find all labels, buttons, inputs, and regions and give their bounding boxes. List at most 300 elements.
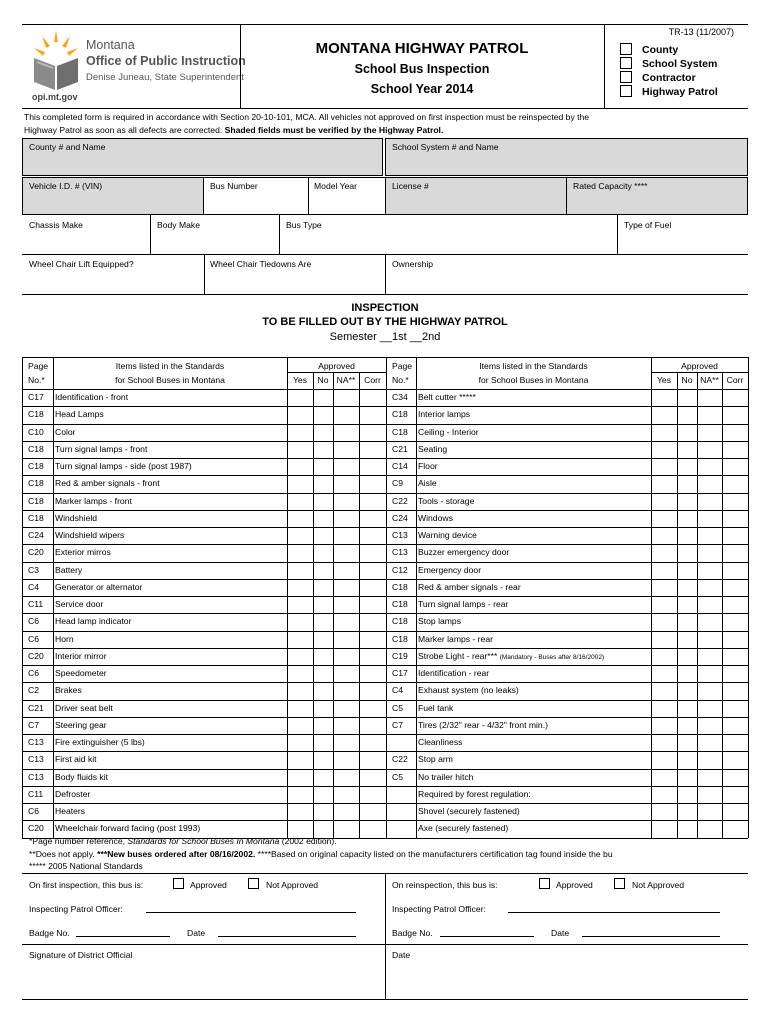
left-row-na-cell[interactable]: [334, 683, 358, 698]
distribution-school-system-label: School System: [642, 58, 718, 70]
right-row-item: [418, 720, 548, 731]
left-row-na-cell[interactable]: [334, 649, 358, 664]
right-row-corr-cell[interactable]: [723, 683, 747, 698]
right-row-yes-cell[interactable]: [652, 390, 676, 405]
right-row-yes-cell[interactable]: [652, 614, 676, 629]
left-no_col-header: No: [317, 375, 329, 385]
right-row-na-cell[interactable]: [698, 528, 721, 543]
left-row-na-cell[interactable]: [334, 614, 358, 629]
left-row-yes-cell[interactable]: [288, 821, 312, 836]
left-row-no-cell[interactable]: [314, 407, 332, 422]
left-row-no-cell[interactable]: [314, 632, 332, 647]
left-row-na-cell[interactable]: [334, 528, 358, 543]
right-row-no-cell[interactable]: [678, 597, 696, 612]
left-row-corr-cell[interactable]: [360, 770, 385, 785]
left-row-no-cell[interactable]: [314, 614, 332, 629]
item-text: Heaters: [55, 806, 86, 816]
date-line-first[interactable]: [218, 936, 356, 937]
right-row-item: [418, 496, 474, 507]
left-row-page: C2: [28, 685, 39, 696]
right-row-yes-cell[interactable]: [652, 580, 676, 595]
right-row-corr-cell[interactable]: [723, 752, 747, 767]
left-row-yes-cell[interactable]: [288, 718, 312, 733]
right-row-page: C17: [392, 668, 408, 678]
right-row-corr-cell[interactable]: [723, 614, 747, 629]
form-id: TR-13 (11/2007): [668, 27, 734, 37]
right-row-no-cell[interactable]: [678, 545, 696, 560]
left-row-yes-cell[interactable]: [288, 511, 312, 526]
right-row-na-cell[interactable]: [698, 597, 721, 612]
item-text: Turn signal lamps - front: [55, 443, 148, 454]
right-row-no-cell[interactable]: [678, 459, 696, 474]
left-row-yes-cell[interactable]: [288, 459, 312, 474]
item-text: Stop arm: [418, 754, 453, 765]
left-row-na-cell[interactable]: [334, 563, 358, 578]
right-row-yes-cell[interactable]: [652, 545, 676, 560]
right-row-no-cell[interactable]: [678, 718, 696, 733]
org-url: opi.mt.gov: [32, 92, 78, 102]
left-row-yes-cell[interactable]: [288, 528, 312, 543]
right-corr-header: Corr: [726, 375, 744, 385]
left-row-na-cell[interactable]: [334, 476, 358, 491]
right-row-corr-cell[interactable]: [723, 632, 747, 647]
left-row-yes-cell[interactable]: [288, 442, 312, 457]
left-row-corr-cell[interactable]: [360, 614, 385, 629]
right-row-corr-cell[interactable]: [723, 821, 747, 836]
right-row-corr-cell[interactable]: [723, 718, 747, 733]
left-row-corr-cell[interactable]: [360, 683, 385, 698]
right-row-na-cell[interactable]: [698, 649, 721, 664]
left-row-corr-cell[interactable]: [360, 666, 385, 681]
intro-line2-text: Highway Patrol as soon as all defects are corrected.: [24, 125, 225, 135]
right-row-na-cell[interactable]: [698, 632, 721, 647]
left-row-corr-cell[interactable]: [360, 476, 385, 491]
left-row-na-cell[interactable]: [334, 632, 358, 647]
right-row-no-cell[interactable]: [678, 666, 696, 681]
left-row-item: [55, 754, 97, 765]
right-row-no-cell[interactable]: [678, 649, 696, 664]
left-row-corr-cell[interactable]: [360, 821, 385, 836]
left-row-na-cell[interactable]: [334, 545, 358, 560]
right-row-corr-cell[interactable]: [723, 511, 747, 526]
right-row-yes-cell[interactable]: [652, 735, 676, 750]
left-row-na-cell[interactable]: [334, 666, 358, 681]
left-row-no-cell[interactable]: [314, 425, 332, 440]
right-row-yes-cell[interactable]: [652, 494, 676, 509]
left-row-page: C18: [28, 495, 44, 506]
left-row-page: C3: [28, 564, 39, 575]
left-row-na-cell[interactable]: [334, 580, 358, 595]
left-row-na-cell[interactable]: [334, 425, 358, 440]
left-row-no-cell[interactable]: [314, 649, 332, 664]
right-row-yes-cell[interactable]: [652, 442, 676, 457]
org-name-line3: Denise Juneau, State Superintendent: [86, 72, 244, 83]
left-row-corr-cell[interactable]: [360, 390, 385, 405]
left-row-no-cell[interactable]: [314, 597, 332, 612]
right-row-yes-cell[interactable]: [652, 701, 676, 716]
date-line-re[interactable]: [582, 936, 720, 937]
left-row-yes-cell[interactable]: [288, 563, 312, 578]
item-text: Body fluids kit: [55, 771, 109, 782]
left-row-no-cell[interactable]: [314, 718, 332, 733]
right-row-yes-cell[interactable]: [652, 597, 676, 612]
left-row-yes-cell[interactable]: [288, 494, 312, 509]
right-row-corr-cell[interactable]: [723, 649, 747, 664]
right-row-corr-cell[interactable]: [723, 459, 747, 474]
right-row-yes-cell[interactable]: [652, 787, 676, 802]
left-row-yes-cell[interactable]: [288, 390, 312, 405]
right-row-no-cell[interactable]: [678, 787, 696, 802]
left-row-no-cell[interactable]: [314, 580, 332, 595]
left-row-corr-cell[interactable]: [360, 701, 385, 716]
left-row-na-cell[interactable]: [334, 494, 358, 509]
item-text: Axe (securely fastened): [418, 823, 509, 834]
right-row-item: [418, 427, 479, 438]
right-row-na-cell[interactable]: [698, 476, 721, 491]
first-approved-checkbox[interactable]: [173, 878, 184, 889]
right-row-page: C18: [392, 409, 408, 420]
right-row-page: C18: [392, 616, 408, 627]
org-name-line2: Office of Public Instruction: [86, 54, 246, 68]
right-row-page: C7: [392, 719, 403, 730]
right-row-na-cell[interactable]: [698, 390, 721, 405]
right-row-yes-cell[interactable]: [652, 666, 676, 681]
right-row-corr-cell[interactable]: [723, 476, 747, 491]
left-row-no-cell[interactable]: [314, 683, 332, 698]
right-row-corr-cell[interactable]: [723, 494, 747, 509]
left-row-corr-cell[interactable]: [360, 718, 385, 733]
left-row-corr-cell[interactable]: [360, 511, 385, 526]
right-yes-header: Yes: [656, 375, 672, 385]
left-row-corr-cell[interactable]: [360, 563, 385, 578]
right-row-na-cell[interactable]: [698, 511, 721, 526]
left-row-na-cell[interactable]: [334, 787, 358, 802]
left-row-no-cell[interactable]: [314, 476, 332, 491]
right-row-na-cell[interactable]: [698, 735, 721, 750]
left-row-no-cell[interactable]: [314, 390, 332, 405]
left-row-corr-cell[interactable]: [360, 787, 385, 802]
left-row-yes-cell[interactable]: [288, 580, 312, 595]
right-row-no-cell[interactable]: [678, 632, 696, 647]
left-row-na-cell[interactable]: [334, 407, 358, 422]
left-row-na-cell[interactable]: [334, 804, 358, 819]
footnote-2a: **Does not apply.: [29, 849, 98, 859]
badge-line-re[interactable]: [440, 936, 534, 937]
right-row-no-cell[interactable]: [678, 563, 696, 578]
left-row-no-cell[interactable]: [314, 701, 332, 716]
right-row-no-cell[interactable]: [678, 752, 696, 767]
left-row-corr-cell[interactable]: [360, 752, 385, 767]
right-row-page: C4: [392, 685, 403, 696]
right-row-corr-cell[interactable]: [723, 545, 747, 560]
right-row-no-cell[interactable]: [678, 683, 696, 698]
right-row-item: [418, 754, 453, 765]
right-row-na-cell[interactable]: [698, 683, 721, 698]
left-row-yes-cell[interactable]: [288, 701, 312, 716]
left-row-item: [55, 392, 128, 403]
re-not-approved-checkbox[interactable]: [614, 878, 625, 889]
left-row-no-cell[interactable]: [314, 821, 332, 836]
right-row-corr-cell[interactable]: [723, 666, 747, 681]
item-text: Service door: [55, 599, 104, 609]
left-page-no-header: No.*: [28, 375, 45, 385]
left-row-page: C24: [28, 530, 44, 540]
school-year: School Year 2014: [370, 82, 474, 96]
left-row-corr-cell[interactable]: [360, 425, 385, 440]
right-row-corr-cell[interactable]: [723, 390, 747, 405]
footnote-2b: ***New buses ordered after 08/16/2002.: [97, 849, 256, 859]
left-row-yes-cell[interactable]: [288, 666, 312, 681]
left-row-no-cell[interactable]: [314, 752, 332, 767]
left-page-header: Page: [28, 361, 49, 371]
right-row-yes-cell[interactable]: [652, 528, 676, 543]
right-row-item: [418, 478, 437, 489]
first-not-approved-checkbox[interactable]: [248, 878, 259, 889]
left-row-no-cell[interactable]: [314, 442, 332, 457]
left-row-page: C13: [28, 771, 44, 782]
left-row-corr-cell[interactable]: [360, 545, 385, 560]
left-row-page: C17: [28, 392, 44, 402]
left-row-no-cell[interactable]: [314, 770, 332, 785]
right-row-no-cell[interactable]: [678, 701, 696, 716]
right-row-yes-cell[interactable]: [652, 632, 676, 647]
distribution-highway-patrol-checkbox[interactable]: [620, 85, 632, 97]
right-row-na-cell[interactable]: [698, 407, 721, 422]
left-row-na-cell[interactable]: [334, 752, 358, 767]
right-row-yes-cell[interactable]: [652, 407, 676, 422]
right-row-yes-cell[interactable]: [652, 752, 676, 767]
left-row-corr-cell[interactable]: [360, 632, 385, 647]
left-row-no-cell[interactable]: [314, 666, 332, 681]
right-row-page: C22: [392, 495, 408, 506]
left-row-no-cell[interactable]: [314, 511, 332, 526]
right-row-yes-cell[interactable]: [652, 683, 676, 698]
left-row-corr-cell[interactable]: [360, 494, 385, 509]
right-row-na-cell[interactable]: [698, 666, 721, 681]
right-row-corr-cell[interactable]: [723, 442, 747, 457]
left-row-na-cell[interactable]: [334, 770, 358, 785]
left-row-na-cell[interactable]: [334, 718, 358, 733]
left-row-na-cell[interactable]: [334, 511, 358, 526]
right-row-corr-cell[interactable]: [723, 787, 747, 802]
right-row-corr-cell[interactable]: [723, 735, 747, 750]
left-row-no-cell[interactable]: [314, 494, 332, 509]
right-row-item: [418, 789, 531, 800]
right-row-na-cell[interactable]: [698, 821, 721, 836]
right-row-na-cell[interactable]: [698, 718, 721, 733]
item-text: Exterior mirros: [55, 547, 111, 558]
left-row-item: [55, 737, 145, 748]
right-row-yes-cell[interactable]: [652, 770, 676, 785]
left-row-yes-cell[interactable]: [288, 614, 312, 629]
right-row-item: [418, 530, 477, 541]
right-row-item: [418, 461, 438, 472]
right-row-na-cell[interactable]: [698, 701, 721, 716]
right-row-no-cell[interactable]: [678, 821, 696, 836]
right-row-no-cell[interactable]: [678, 494, 696, 509]
left-row-yes-cell[interactable]: [288, 770, 312, 785]
officer-line-re[interactable]: [508, 912, 720, 913]
left-row-corr-cell[interactable]: [360, 459, 385, 474]
left-row-no-cell[interactable]: [314, 459, 332, 474]
right-items-header: Items listed in the Standards: [479, 361, 588, 371]
right-row-na-cell[interactable]: [698, 787, 721, 802]
left-row-no-cell[interactable]: [314, 735, 332, 750]
left-row-yes-cell[interactable]: [288, 545, 312, 560]
left-row-na-cell[interactable]: [334, 701, 358, 716]
right-row-yes-cell[interactable]: [652, 718, 676, 733]
right-row-na-cell[interactable]: [698, 804, 721, 819]
left-row-item: [55, 478, 160, 489]
right-row-item: [418, 703, 453, 714]
left-row-yes-cell[interactable]: [288, 476, 312, 491]
left-row-no-cell[interactable]: [314, 787, 332, 802]
right-row-na-cell[interactable]: [698, 425, 721, 440]
right-row-no-cell[interactable]: [678, 390, 696, 405]
right-row-page: C18: [392, 581, 408, 592]
first-inspection-label: On first inspection, this bus is:: [29, 880, 144, 890]
right-row-corr-cell[interactable]: [723, 563, 747, 578]
right-row-no-cell[interactable]: [678, 425, 696, 440]
right-row-corr-cell[interactable]: [723, 580, 747, 595]
left-row-yes-cell[interactable]: [288, 752, 312, 767]
right-row-na-cell[interactable]: [698, 563, 721, 578]
right-row-yes-cell[interactable]: [652, 649, 676, 664]
right-row-item: [418, 616, 461, 627]
left-row-na-cell[interactable]: [334, 390, 358, 405]
left-row-yes-cell[interactable]: [288, 425, 312, 440]
left-row-corr-cell[interactable]: [360, 804, 385, 819]
item-text: Marker lamps - front: [55, 495, 132, 506]
left-row-na-cell[interactable]: [334, 442, 358, 457]
right-row-item: [418, 409, 470, 420]
left-row-item: [55, 823, 200, 834]
right-row-corr-cell[interactable]: [723, 701, 747, 716]
left-row-no-cell[interactable]: [314, 804, 332, 819]
right-row-na-cell[interactable]: [698, 442, 721, 457]
right-row-corr-cell[interactable]: [723, 528, 747, 543]
item-text: No trailer hitch: [418, 771, 474, 782]
left-row-corr-cell[interactable]: [360, 407, 385, 422]
left-row-yes-cell[interactable]: [288, 804, 312, 819]
right-row-no-cell[interactable]: [678, 528, 696, 543]
footnote-2c: ****Based on original capacity listed on the manufacturers certification tag found inside the bu: [255, 849, 613, 859]
officer-line-first[interactable]: [146, 912, 356, 913]
left-row-no-cell[interactable]: [314, 545, 332, 560]
right-row-na-cell[interactable]: [698, 752, 721, 767]
re-approved-checkbox[interactable]: [539, 878, 550, 889]
right-row-no-cell[interactable]: [678, 407, 696, 422]
right-row-na-cell[interactable]: [698, 770, 721, 785]
right-row-na-cell[interactable]: [698, 494, 721, 509]
right-row-no-cell[interactable]: [678, 804, 696, 819]
item-text: Turn signal lamps - rear: [418, 599, 509, 609]
badge-label-re: Badge No.: [392, 928, 433, 938]
right-row-na-cell[interactable]: [698, 580, 721, 595]
right-row-yes-cell[interactable]: [652, 476, 676, 491]
left-row-yes-cell[interactable]: [288, 787, 312, 802]
right-row-no-cell[interactable]: [678, 614, 696, 629]
left-row-yes-cell[interactable]: [288, 407, 312, 422]
right-row-item: [418, 651, 604, 663]
right-row-corr-cell[interactable]: [723, 770, 747, 785]
item-text: Windows: [418, 512, 453, 523]
fuel-type-label: Type of Fuel: [624, 220, 672, 230]
left-row-corr-cell[interactable]: [360, 580, 385, 595]
right-row-na-cell[interactable]: [698, 614, 721, 629]
footnote-page-reference: [29, 836, 337, 846]
left-row-yes-cell[interactable]: [288, 649, 312, 664]
left-row-yes-cell[interactable]: [288, 735, 312, 750]
right-row-yes-cell[interactable]: [652, 425, 676, 440]
left-row-no-cell[interactable]: [314, 563, 332, 578]
badge-line-first[interactable]: [76, 936, 170, 937]
distribution-school-system-checkbox[interactable]: [620, 57, 632, 69]
left-row-na-cell[interactable]: [334, 821, 358, 836]
right-row-na-cell[interactable]: [698, 459, 721, 474]
right-row-page: C22: [392, 754, 408, 765]
right-row-yes-cell[interactable]: [652, 511, 676, 526]
item-text: Wheelchair forward facing (post 1993): [55, 823, 201, 834]
right-row-yes-cell[interactable]: [652, 804, 676, 819]
left-row-page: C10: [28, 426, 44, 437]
right-row-no-cell[interactable]: [678, 442, 696, 457]
right-row-page: C12: [392, 564, 408, 575]
right-row-corr-cell[interactable]: [723, 804, 747, 819]
left-row-corr-cell[interactable]: [360, 649, 385, 664]
right-row-na-cell[interactable]: [698, 545, 721, 560]
left-row-na-cell[interactable]: [334, 735, 358, 750]
left-yes-header: Yes: [292, 375, 308, 385]
left-row-yes-cell[interactable]: [288, 683, 312, 698]
left-row-yes-cell[interactable]: [288, 597, 312, 612]
right-row-no-cell[interactable]: [678, 735, 696, 750]
right-row-no-cell[interactable]: [678, 580, 696, 595]
item-text: First aid kit: [55, 754, 97, 765]
ownership-label: Ownership: [392, 259, 434, 269]
right-row-corr-cell[interactable]: [723, 407, 747, 422]
left-row-na-cell[interactable]: [334, 597, 358, 612]
right-row-corr-cell[interactable]: [723, 425, 747, 440]
distribution-county-checkbox[interactable]: [620, 43, 632, 55]
left-row-yes-cell[interactable]: [288, 632, 312, 647]
item-text: Color: [55, 426, 76, 437]
right-no_col-header: No: [681, 375, 693, 385]
left-row-page: C18: [28, 443, 44, 454]
distribution-contractor-checkbox[interactable]: [620, 71, 632, 83]
right-row-yes-cell[interactable]: [652, 459, 676, 474]
right-row-no-cell[interactable]: [678, 476, 696, 491]
item-text: Floor: [418, 461, 438, 471]
right-row-yes-cell[interactable]: [652, 821, 676, 836]
item-text: Exhaust system (no leaks): [418, 685, 519, 696]
left-row-item: [55, 530, 124, 541]
right-row-corr-cell[interactable]: [723, 597, 747, 612]
left-row-item: [55, 547, 111, 558]
left-row-na-cell[interactable]: [334, 459, 358, 474]
right-row-item: [418, 806, 520, 817]
opi-book-logo-icon: [28, 28, 84, 92]
left-corr-header: Corr: [364, 375, 381, 385]
left-row-corr-cell[interactable]: [360, 735, 385, 750]
left-row-corr-cell[interactable]: [360, 597, 385, 612]
left-row-corr-cell[interactable]: [360, 442, 385, 457]
right-row-yes-cell[interactable]: [652, 563, 676, 578]
left-row-corr-cell[interactable]: [360, 528, 385, 543]
left-row-no-cell[interactable]: [314, 528, 332, 543]
right-row-no-cell[interactable]: [678, 511, 696, 526]
right-row-no-cell[interactable]: [678, 770, 696, 785]
